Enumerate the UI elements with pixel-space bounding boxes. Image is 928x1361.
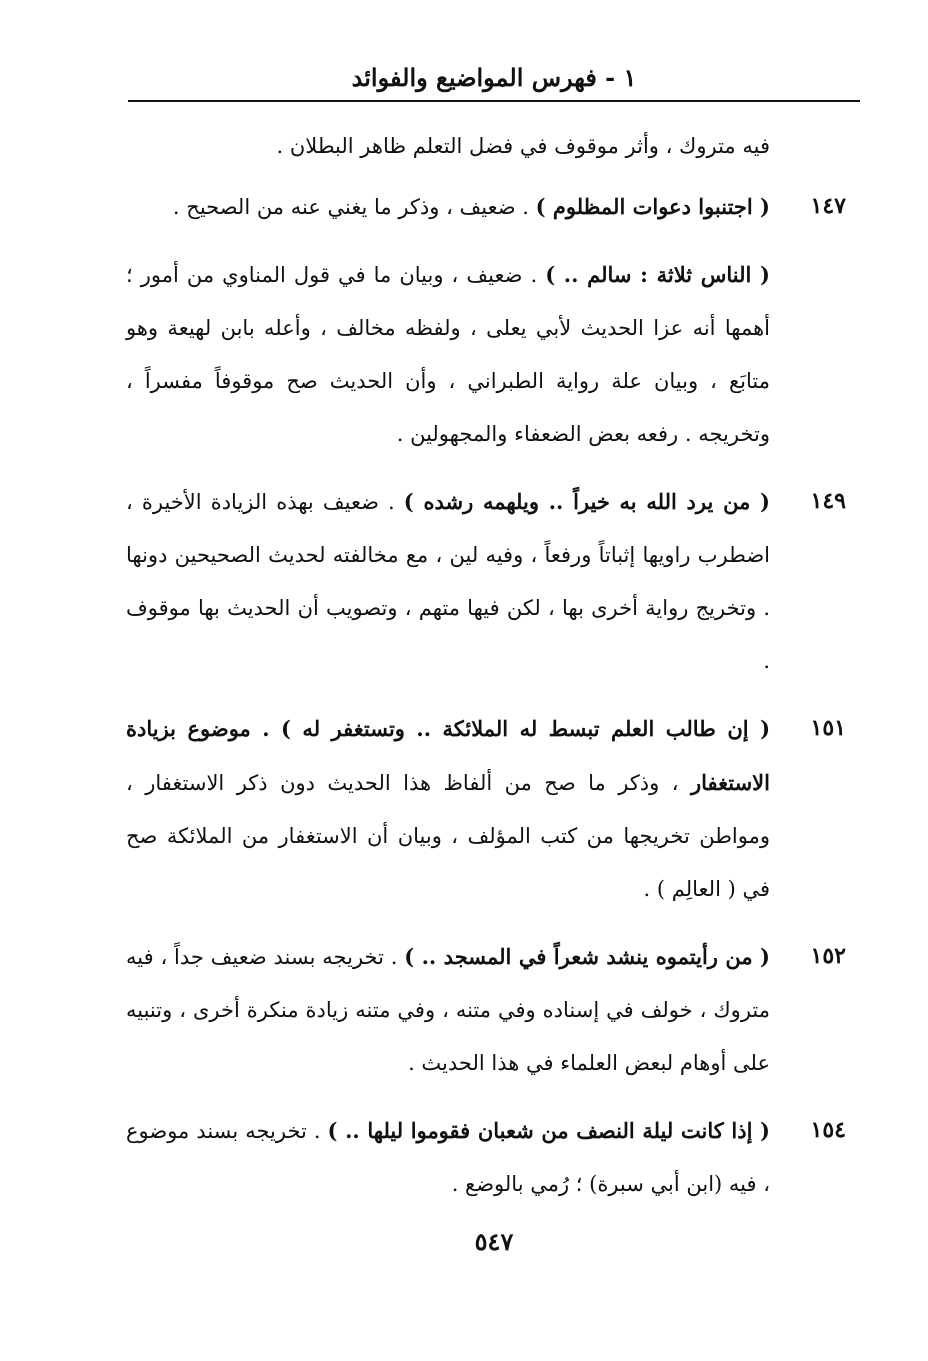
page-header-title: ١ - فهرس المواضيع والفوائد	[351, 63, 637, 92]
entry-description: ، وذكر ما صح من ألفاظ هذا الحديث دون ذكر الاستغفار ، ومواطن تخريجها من كتب المؤلف ، وبيان أن الاستغفار من الملائكة صح في ( العالِم ) .	[126, 771, 770, 901]
entry-number: ١٥٢	[810, 943, 846, 969]
index-entry	[126, 1104, 846, 1211]
entry-description: . ضعيف ، وبيان ما في قول المناوي من أمور ؛ أهمها أنه عزا الحديث لأبي يعلى ، ولفظه مخالف ، وأعله بابن لهيعة وهو متابَع ، وبيان علة رواية الطبراني ، وأن الحديث صح موقوفاً مفسراً ، وتخريجه . رفعه بعض الضعفاء والمجهولين .	[126, 263, 770, 446]
entry-number: ١٤٩	[810, 488, 846, 514]
entry-hadith-title: ( من رأيتموه ينشد شعراً في المسجد .. )	[404, 944, 770, 969]
index-entry	[126, 475, 846, 688]
entry-hadith-title: ( إن طالب العلم تبسط له الملائكة .. وتستغفر له ) . موضوع بزيادة الاستغفار	[126, 716, 770, 795]
entry-hadith-title: ( إذا كانت ليلة النصف من شعبان فقوموا ليلها .. )	[327, 1118, 770, 1143]
header-divider	[128, 100, 860, 102]
entry-body	[126, 475, 770, 688]
entry-number: ١٤٧	[810, 193, 846, 219]
entry-number: ١٥٤	[810, 1117, 846, 1143]
entry-hadith-title: ( اجتنبوا دعوات المظلوم )	[535, 194, 770, 219]
entry-body	[126, 702, 770, 916]
entry-hadith-title: ( الناس ثلاثة : سالم .. )	[545, 262, 770, 287]
index-entry	[126, 930, 846, 1090]
entry-number: ١٥١	[810, 715, 846, 741]
entry-hadith-title: ( من يرد الله به خيراً .. ويلهمه رشده )	[403, 489, 770, 514]
entry-description: . ضعيف ، وذكر ما يغني عنه من الصحيح .	[172, 195, 536, 219]
continuation-text: فيه متروك ، وأثر موقوف في فضل التعلم ظاهر البطلان .	[276, 134, 770, 158]
entry-body	[126, 930, 770, 1090]
entries-list	[126, 180, 846, 1225]
index-entry	[126, 180, 846, 234]
entry-description: . ضعيف بهذه الزيادة الأخيرة ، اضطرب راويها إثباتاً ورفعاً ، وفيه لين ، مع مخالفته لحديث الصحيحين دونها . وتخريج رواية أخرى بها ، لكن فيها متهم ، وتصويب أن الحديث بها موقوف .	[126, 490, 770, 673]
page-number: ٥٤٧	[474, 1227, 514, 1256]
entry-description: . تخريجه بسند موضوع ، فيه (ابن أبي سبرة) ؛ رُمي بالوضع .	[126, 1119, 770, 1196]
entry-body	[126, 1104, 770, 1211]
entry-body	[126, 180, 770, 234]
entry-body	[126, 248, 770, 461]
index-entry	[126, 702, 846, 916]
entry-description: . تخريجه بسند ضعيف جداً ، فيه متروك ، خولف في إسناده وفي متنه ، وفي متنه زيادة منكرة أخرى ، وتنبيه على أوهام لبعض العلماء في هذا الحديث .	[126, 945, 770, 1075]
index-entry	[126, 248, 846, 461]
